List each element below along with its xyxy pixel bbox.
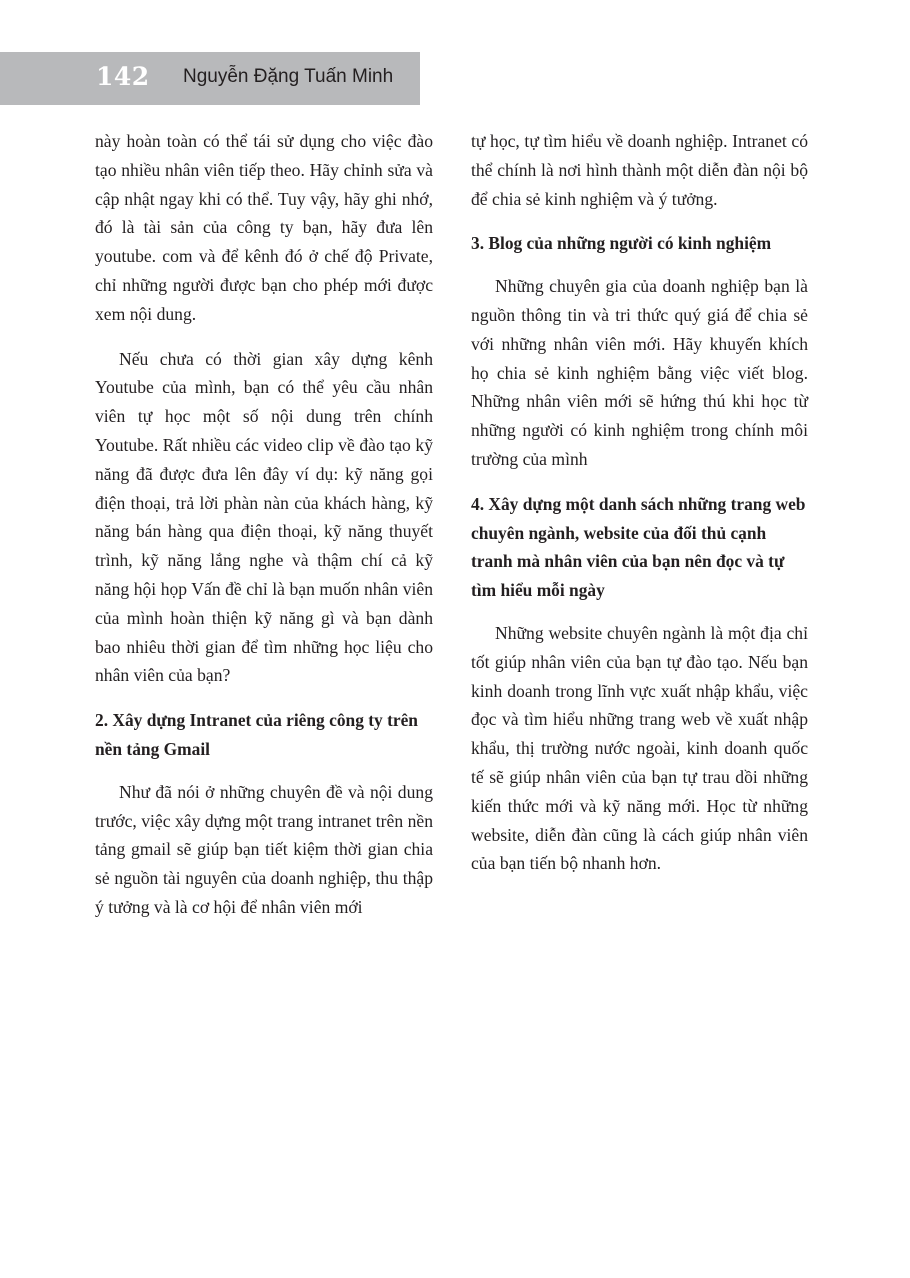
paragraph: này hoàn toàn có thể tái sử dụng cho việc đào tạo nhiều nhân viên tiếp theo. Hãy chỉnh sửa và cập nhật ngay khi có thể. Tuy vậy, hãy ghi nhớ, đó là tài sản của công ty bạn, hãy đưa lên youtube. com và để kênh đó ở chế độ Private, chỉ những người được bạn cho phép mới được xem nội dung. — [95, 131, 433, 324]
left-column — [95, 127, 433, 922]
running-header-author: Nguyễn Đặng Tuấn Minh — [183, 66, 394, 87]
paragraph: tự học, tự tìm hiểu về doanh nghiệp. Intranet có thể chính là nơi hình thành một diễn đàn nội bộ để chia sẻ kinh nghiệm và ý tưởng. — [471, 131, 808, 209]
right-column — [471, 127, 808, 878]
section-heading-4: 4. Xây dựng một danh sách những trang web chuyên ngành, website của đối thủ cạnh tranh mà nhân viên của bạn nên đọc và tự tìm hiểu mỗi ngày — [471, 493, 806, 601]
paragraph: Như đã nói ở những chuyên đề và nội dung trước, việc xây dựng một trang intranet trên nền tảng gmail sẽ giúp bạn tiết kiệm thời gian chia sẻ nguồn tài nguyên của doanh nghiệp, thu thập ý tưởng và là cơ hội để nhân viên mới — [95, 781, 433, 917]
paragraph: Những chuyên gia của doanh nghiệp bạn là nguồn thông tin và tri thức quý giá để chia sẻ với những nhân viên mới. Hãy khuyến khích họ chia sẻ kinh nghiệm bằng việc viết blog. Những nhân viên mới sẽ hứng thú khi học từ những người có kinh nghiệm trong chính môi trường của mình — [471, 276, 808, 469]
section-heading-2: 2. Xây dựng Intranet của riêng công ty trên nền tảng Gmail — [95, 710, 418, 759]
page-number: 142 — [96, 62, 150, 91]
paragraph: Nếu chưa có thời gian xây dựng kênh Youtube của mình, bạn có thể yêu cầu nhân viên tự học một số nội dung trên chính Youtube. Rất nhiều các video clip về đào tạo kỹ năng đã được đưa lên đây ví dụ: kỹ năng gọi điện thoại, trả lời phàn nàn của khách hàng, kỹ năng bán hàng qua điện thoại, kỹ năng thuyết trình, kỹ năng lắng nghe và thậm chí cả kỹ năng hội họp Vấn đề chỉ là bạn muốn nhân viên của mình hoàn thiện kỹ năng gì và bạn dành bao nhiêu thời gian để tìm những học liệu cho nhân viên của bạn? — [95, 348, 433, 686]
section-heading-3: 3. Blog của những người có kinh nghiệm — [471, 233, 772, 254]
paragraph: Những website chuyên ngành là một địa chỉ tốt giúp nhân viên của bạn tự đào tạo. Nếu bạn kinh doanh trong lĩnh vực xuất nhập khẩu, việc đọc và tìm hiểu những trang web về xuất nhập khẩu, thị trường nước ngoài, kinh doanh quốc tế sẽ giúp nhân viên của bạn tự trau dồi những kiến thức mới và kỹ năng mới. Học từ những website, diễn đàn cũng là cách giúp nhân viên của bạn tiến bộ nhanh hơn. — [471, 622, 808, 874]
